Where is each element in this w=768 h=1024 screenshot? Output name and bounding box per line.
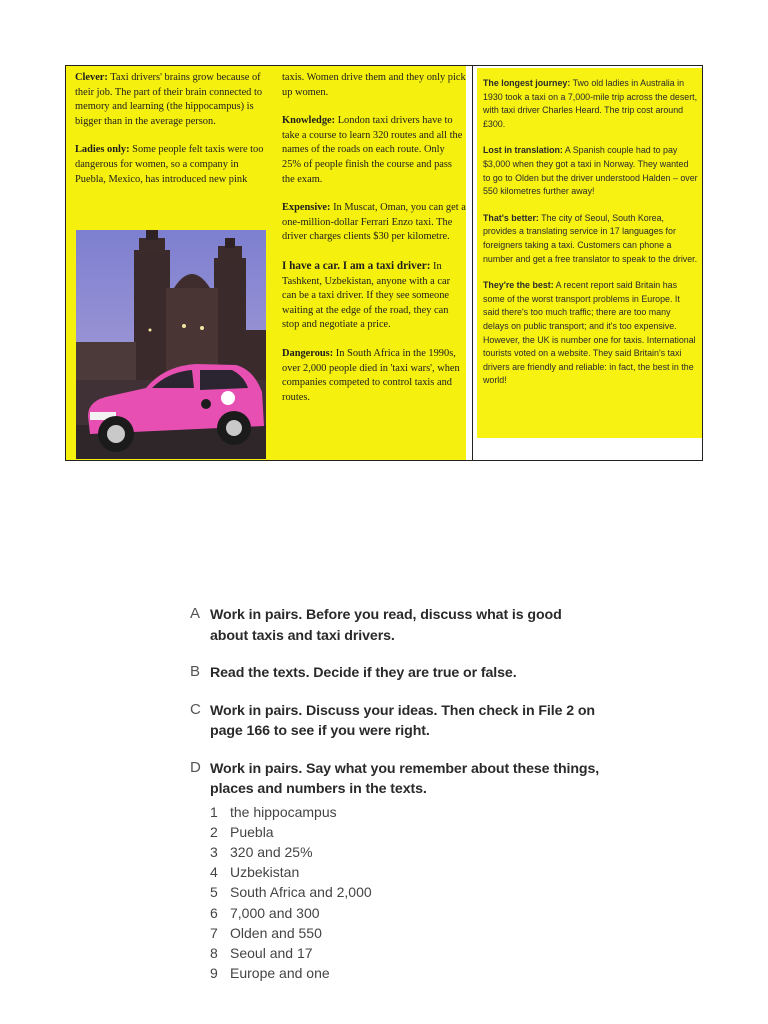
exercise-letter: D bbox=[190, 758, 201, 776]
paragraph-heading: The longest journey: bbox=[483, 78, 571, 88]
paragraph-text: Taxi drivers' brains grow because of their job. The part of their brain connected to memory and learning (the hippocampus) is bigger than in the average person. bbox=[75, 72, 263, 127]
item-text: the hippocampus bbox=[230, 803, 337, 820]
article-paragraph bbox=[282, 114, 466, 187]
item-text: Uzbekistan bbox=[230, 864, 300, 881]
list-item bbox=[210, 943, 600, 963]
paragraph-heading: Knowledge: bbox=[282, 115, 336, 127]
list-item bbox=[210, 862, 600, 882]
paragraph-heading: Dangerous: bbox=[282, 347, 334, 359]
yellow-panel-right bbox=[477, 68, 702, 438]
item-number: 4 bbox=[210, 864, 218, 881]
exercise-letter: C bbox=[190, 700, 201, 718]
exercise-instruction: Read the texts. Decide if they are true or false. bbox=[210, 665, 517, 681]
paragraph-text: Some people felt taxis were too dangerous for women, so a company in Puebla, Mexico, has introduced new pink bbox=[75, 144, 264, 185]
item-number: 5 bbox=[210, 884, 218, 901]
exercise-letter: A bbox=[190, 605, 201, 622]
item-text: Europe and one bbox=[230, 965, 330, 982]
paragraph-text: taxis. Women drive them and they only pick up women. bbox=[282, 72, 466, 98]
paragraph-text: Two old ladies in Australia in 1930 took a taxi on a 7,000-mile trip across the desert, with taxi driver Charles Heard. The trip cost around £300. bbox=[483, 78, 698, 129]
item-number: 9 bbox=[210, 965, 218, 982]
article-paragraph bbox=[483, 279, 698, 388]
paragraph-text: A Spanish couple had to pay $3,000 when they got a taxi in Norway. They wanted to go to Olden but the driver understood Halden – over 550 kilometres further away! bbox=[483, 145, 698, 197]
exercise-b bbox=[190, 663, 600, 684]
article-frame bbox=[65, 65, 703, 461]
exercise-a bbox=[190, 605, 600, 646]
article-paragraph bbox=[282, 71, 466, 100]
item-number: 7 bbox=[210, 924, 218, 941]
paragraph-heading: They're the best: bbox=[483, 280, 554, 291]
exercise-c bbox=[190, 701, 600, 742]
article-paragraph bbox=[483, 144, 698, 198]
item-text: 7,000 and 300 bbox=[230, 904, 320, 921]
list-item bbox=[210, 802, 600, 822]
paragraph-heading: Expensive: bbox=[282, 202, 331, 214]
exercise-instruction: Work in pairs. Discuss your ideas. Then check in File 2 on page 166 to see if you were right. bbox=[210, 702, 596, 739]
pink-taxi-cathedral-photo bbox=[76, 230, 266, 459]
exercise-instruction: Work in pairs. Say what you remember about these things, places and numbers in the texts. bbox=[210, 760, 600, 797]
paragraph-heading: Lost in translation: bbox=[483, 145, 563, 156]
exercise-list bbox=[190, 605, 600, 1000]
list-item bbox=[210, 822, 600, 842]
item-text: South Africa and 2,000 bbox=[230, 884, 372, 901]
item-number: 3 bbox=[210, 843, 218, 860]
article-column-1 bbox=[75, 71, 265, 201]
article-paragraph bbox=[282, 259, 466, 333]
article-paragraph bbox=[75, 143, 265, 187]
paragraph-text: In South Africa in the 1990s, over 2,000 people died in 'taxi wars', when companies competed to control taxis and routes. bbox=[282, 347, 460, 403]
exercise-letter: B bbox=[190, 663, 201, 680]
item-text: 320 and 25% bbox=[230, 843, 313, 860]
item-text: Olden and 550 bbox=[230, 924, 322, 941]
article-paragraph bbox=[75, 71, 265, 129]
item-text: Puebla bbox=[230, 823, 274, 840]
paragraph-heading: I have a car. I am a taxi driver: bbox=[282, 259, 431, 272]
article-paragraph bbox=[282, 201, 466, 245]
list-item bbox=[210, 963, 600, 983]
article-column-2 bbox=[282, 71, 466, 419]
paragraph-text: A recent report said Britain has some of the worst transport problems in Europe. It said there's too much traffic; there are too many delays on public transport; and it's too expensive. However, the UK is number one for taxis. International tourists voted on a website. They said Britain's taxi drivers are friendly and reliable: in fact, the best in the world! bbox=[483, 280, 696, 386]
exercise-instruction: Work in pairs. Before you read, discuss what is good about taxis and taxi drivers. bbox=[210, 607, 562, 644]
column-divider bbox=[472, 66, 473, 460]
list-item bbox=[210, 923, 600, 943]
item-text: Seoul and 17 bbox=[230, 944, 313, 961]
list-item bbox=[210, 842, 600, 862]
paragraph-text: In Tashkent, Uzbekistan, anyone with a car can be a taxi driver. If they see someone waiting at the edge of the road, they can stop and negotiate a price. bbox=[282, 260, 451, 331]
item-number: 2 bbox=[210, 823, 218, 840]
exercise-d bbox=[190, 759, 600, 984]
paragraph-heading: That's better: bbox=[483, 212, 539, 223]
item-number: 6 bbox=[210, 904, 218, 921]
article-paragraph bbox=[483, 212, 698, 266]
paragraph-text: London taxi drivers have to take a course to learn 320 routes and all the names of the roads on each route. Only 25% of people finish the course and pass the exam. bbox=[282, 115, 463, 185]
pink-taxi-photo bbox=[76, 230, 266, 459]
list-item bbox=[210, 903, 600, 923]
paragraph-text: In Muscat, Oman, you can get a one-million-dollar Ferrari Enzo taxi. The driver charges clients $30 per kilometre. bbox=[282, 202, 466, 243]
item-number: 1 bbox=[210, 803, 218, 820]
paragraph-text: The city of Seoul, South Korea, provides a translating service in 17 languages for foreigners taking a taxi. Customers can phone a number and get a free translator to speak to the driver. bbox=[483, 212, 698, 264]
article-paragraph bbox=[282, 347, 466, 405]
paragraph-heading: Ladies only: bbox=[75, 144, 130, 156]
article-paragraph bbox=[483, 77, 698, 131]
paragraph-heading: Clever: bbox=[75, 72, 108, 83]
article-column-3 bbox=[483, 77, 698, 401]
list-item bbox=[210, 882, 600, 902]
yellow-panel-left bbox=[66, 66, 466, 460]
item-number: 8 bbox=[210, 944, 218, 961]
recall-item-list bbox=[210, 802, 600, 984]
